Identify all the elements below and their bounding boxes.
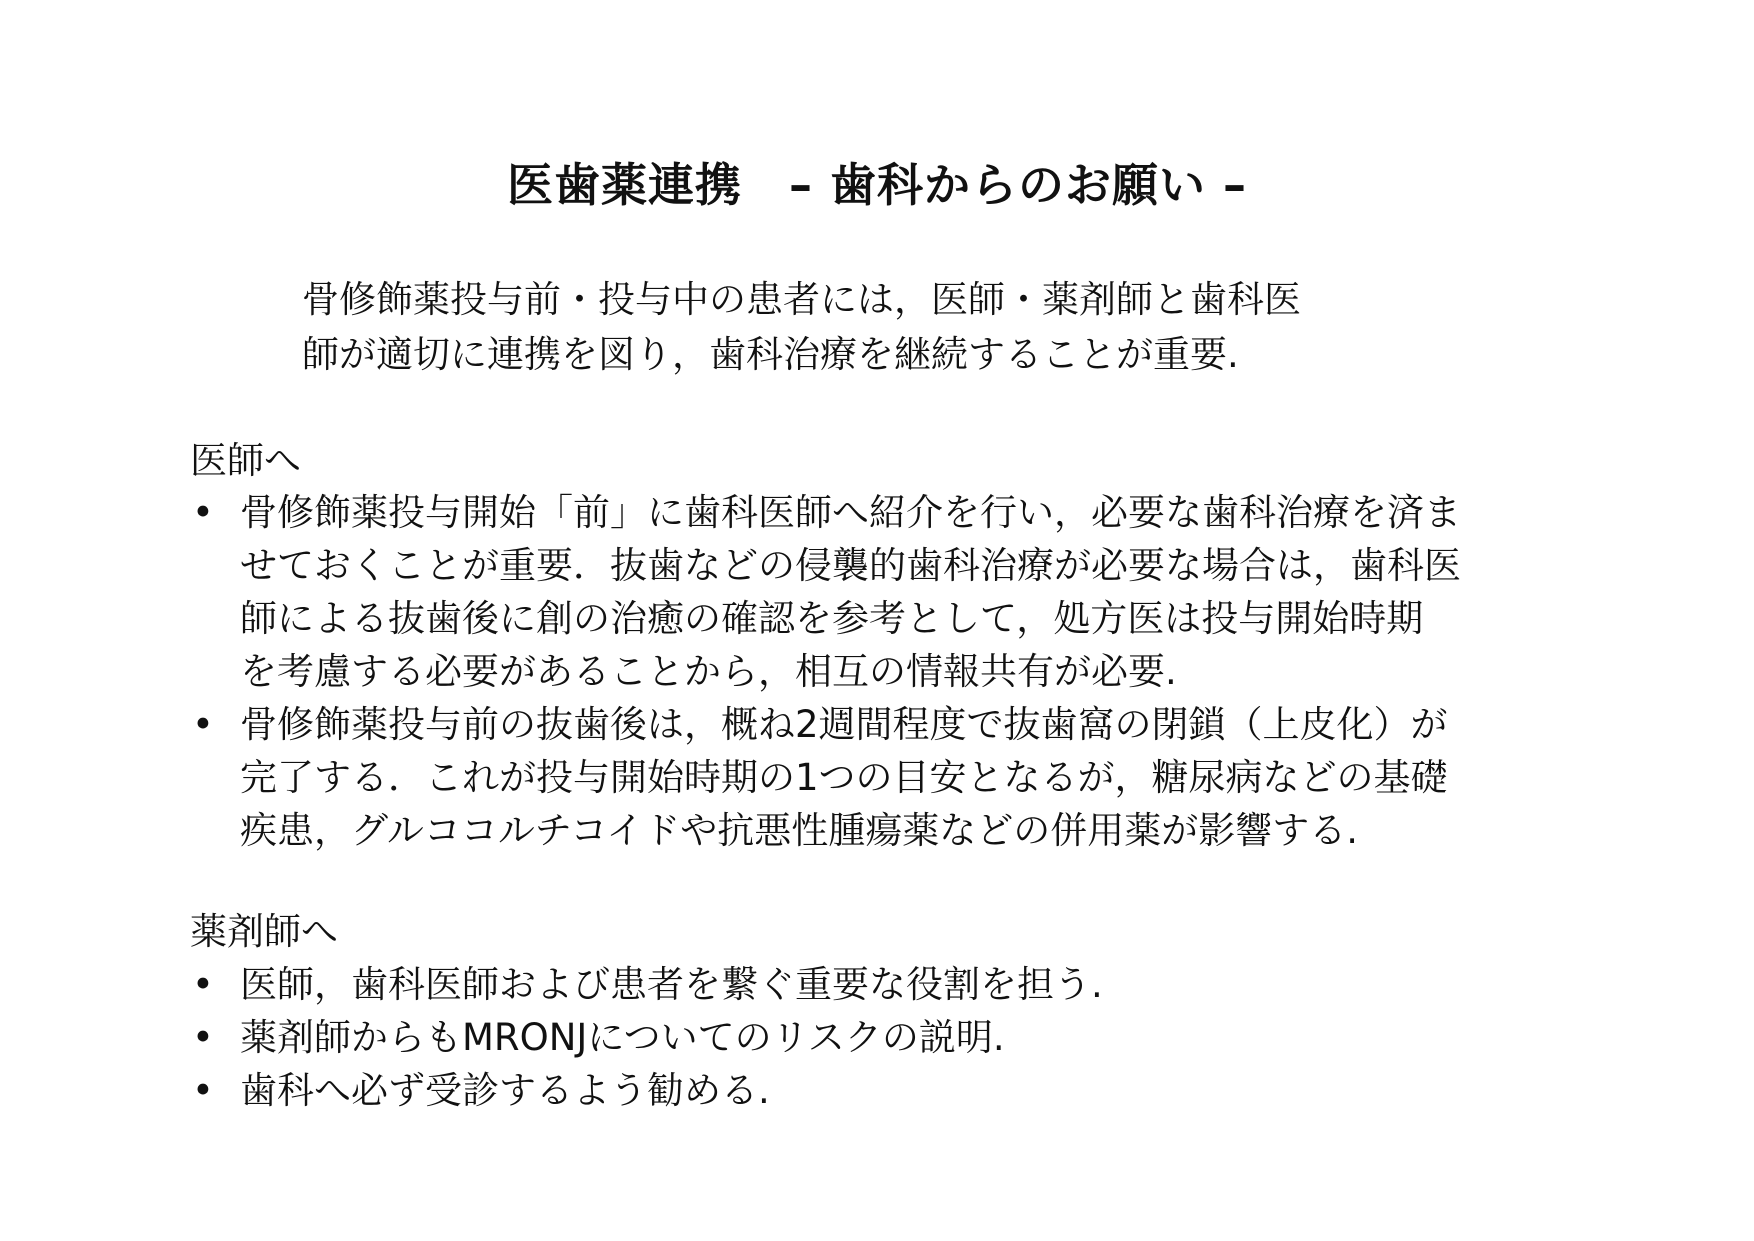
- bullet-icon: •: [192, 1016, 214, 1059]
- bullet-text: 歯科へ必ず受診するよう勧める.: [240, 1069, 770, 1112]
- list-item: [190, 486, 1630, 698]
- bullet-icon: •: [192, 703, 214, 746]
- bullet-icon: •: [192, 491, 214, 534]
- list-item: [190, 1011, 1630, 1064]
- bullet-icon: •: [192, 1069, 214, 1112]
- slide-title: 医歯薬連携 – 歯科からのお願い –: [506, 158, 1248, 212]
- bullet-line: 骨修飾薬投与開始「前」に歯科医師へ紹介を行い，必要な歯科治療を済ま: [240, 491, 1461, 534]
- bullet-text: 薬剤師からもMRONJについてのリスクの説明.: [240, 1016, 1005, 1059]
- intro-paragraph: [302, 272, 1552, 382]
- bullet-line: 疾患，グルココルチコイドや抗悪性腫瘍薬などの併用薬が影響する.: [240, 809, 1359, 852]
- section-heading-pharmacist: 薬剤師へ: [190, 910, 338, 953]
- bullet-line: 完了する．これが投与開始時期の1つの目安となるが，糖尿病などの基礎: [240, 756, 1448, 799]
- bullet-line: を考慮する必要があることから，相互の情報共有が必要.: [240, 650, 1177, 693]
- intro-line: 骨修飾薬投与前・投与中の患者には，医師・薬剤師と歯科医: [302, 278, 1301, 321]
- bullet-icon: •: [192, 963, 214, 1006]
- bullet-line: 骨修飾薬投与前の抜歯後は，概ね2週間程度で抜歯窩の閉鎖（上皮化）が: [240, 703, 1448, 746]
- list-item: [190, 698, 1630, 857]
- bullet-line: せておくことが重要．抜歯などの侵襲的歯科治療が必要な場合は，歯科医: [240, 544, 1461, 587]
- bullet-text: 医師，歯科医師および患者を繋ぐ重要な役割を担う.: [240, 963, 1103, 1006]
- list-item: [190, 958, 1630, 1011]
- doctor-bullet-list: [190, 486, 1630, 857]
- section-heading-doctor: 医師へ: [190, 439, 301, 482]
- intro-line: 師が適切に連携を図り，歯科治療を継続することが重要.: [302, 333, 1239, 376]
- bullet-line: 師による抜歯後に創の治癒の確認を参考として，処方医は投与開始時期: [240, 597, 1424, 640]
- pharmacist-bullet-list: [190, 958, 1630, 1117]
- list-item: [190, 1064, 1630, 1117]
